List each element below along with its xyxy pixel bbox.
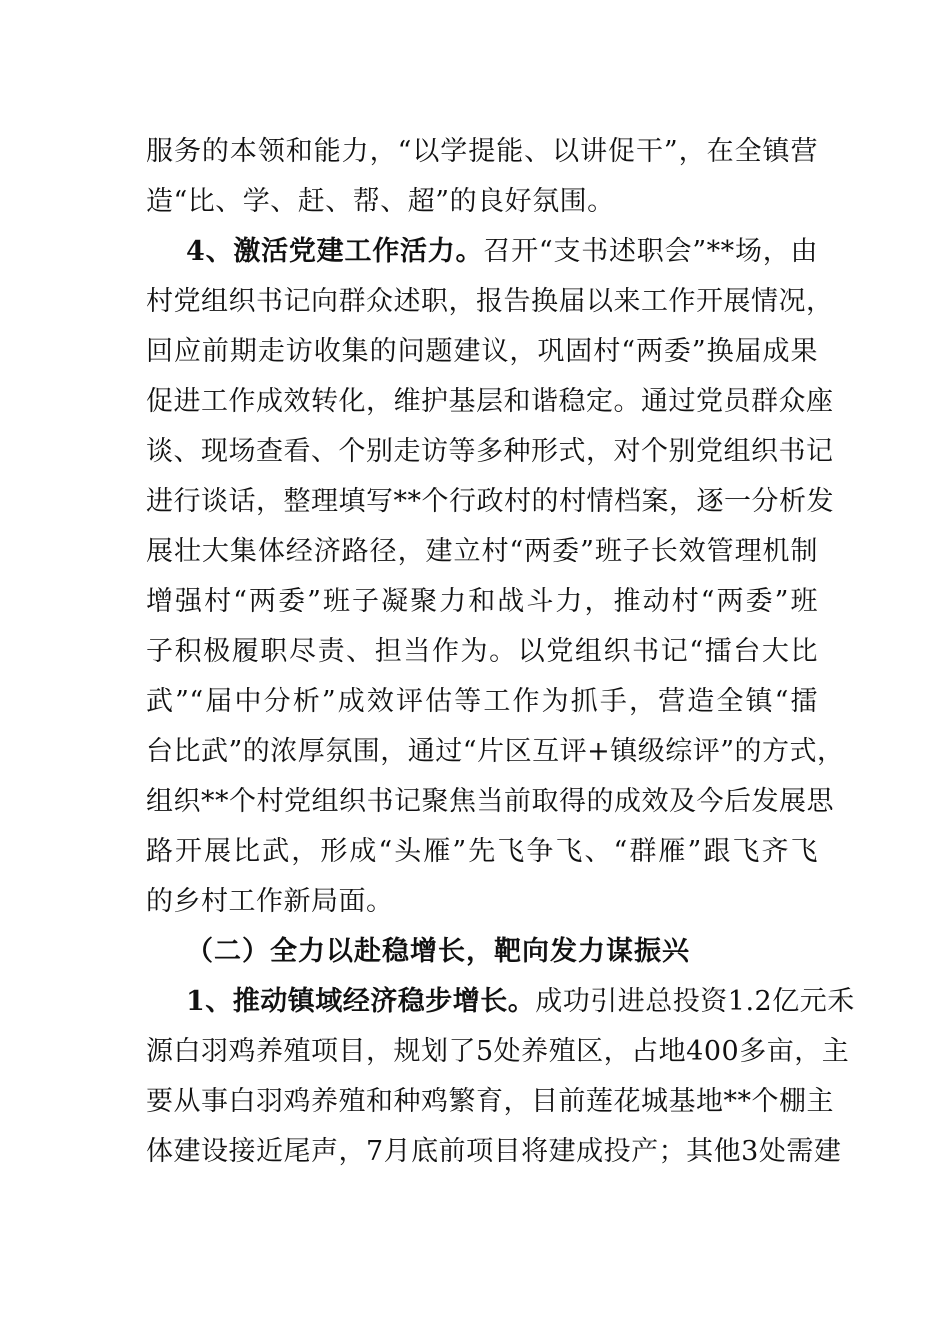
text-line: 的乡村工作新局面。 (146, 886, 394, 917)
section-heading: （二）全力以赴稳增长，靶向发力谋振兴 (186, 936, 690, 967)
paragraph-1-heading: 1、推动镇域经济稳步增长。 (186, 986, 536, 1017)
text-line: 回应前期走访收集的问题建议，巩固村“两委”换届成果 (146, 336, 818, 367)
paragraph-4-first-line (186, 234, 818, 270)
text-line: 谈、现场查看、个别走访等多种形式，对个别党组织书记 (146, 436, 834, 467)
paragraph-4-heading: 4、激活党建工作活力。 (186, 236, 484, 267)
text-line: 武”“届中分析”成效评估等工作为抓手，营造全镇“擂 (146, 686, 818, 717)
text-line: 进行谈话，整理填写**个行政村的村情档案，逐一分析发 (146, 486, 834, 517)
paragraph-1-first-line (186, 984, 855, 1020)
text-line: 源白羽鸡养殖项目，规划了5处养殖区，占地400多亩，主 (146, 1036, 850, 1067)
text-line: 体建设接近尾声，7月底前项目将建成投产；其他3处需建 (146, 1136, 842, 1167)
paragraph-4-text: 召开“支书述职会”**场，由 (483, 236, 818, 267)
text-line: 服务的本领和能力，“以学提能、以讲促干”，在全镇营 (146, 136, 818, 167)
text-line: 路开展比武，形成“头雁”先飞争飞、“群雁”跟飞齐飞 (146, 836, 818, 867)
text-line: 村党组织书记向群众述职，报告换届以来工作开展情况， (146, 286, 834, 317)
text-line: 展壮大集体经济路径，建立村“两委”班子长效管理机制 (146, 536, 818, 567)
text-line: 台比武”的浓厚氛围，通过“片区互评+镇级综评”的方式， (146, 736, 845, 767)
paragraph-1-text: 成功引进总投资1.2亿元禾 (535, 986, 855, 1017)
text-line: 促进工作成效转化，维护基层和谐稳定。通过党员群众座 (146, 386, 834, 417)
text-line: 要从事白羽鸡养殖和种鸡繁育，目前莲花城基地**个棚主 (146, 1086, 834, 1117)
text-line: 组织**个村党组织书记聚焦当前取得的成效及今后发展思 (146, 786, 834, 817)
text-line: 造“比、学、赶、帮、超”的良好氛围。 (146, 186, 615, 217)
text-line: 子积极履职尽责、担当作为。以党组织书记“擂台大比 (146, 636, 818, 667)
text-line: 增强村“两委”班子凝聚力和战斗力，推动村“两委”班 (146, 586, 818, 617)
